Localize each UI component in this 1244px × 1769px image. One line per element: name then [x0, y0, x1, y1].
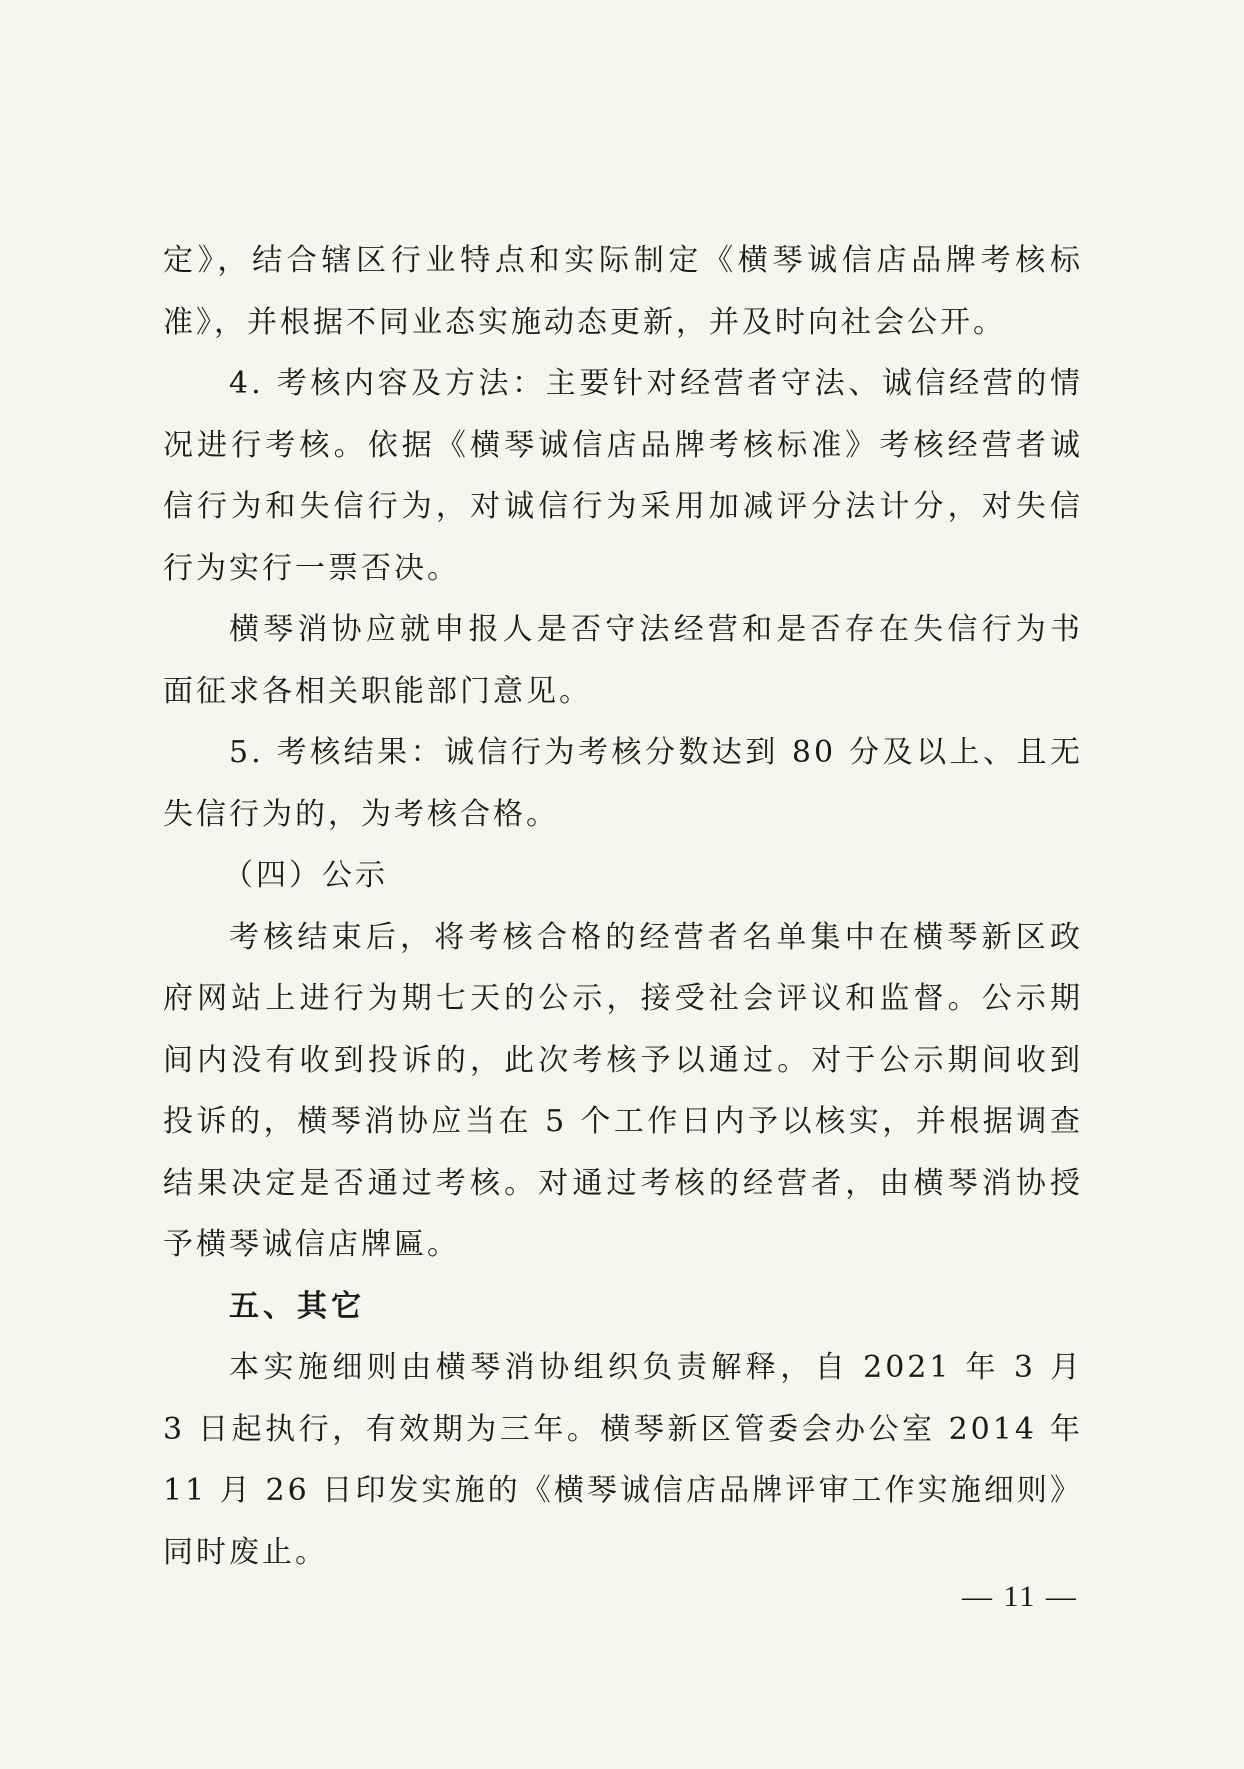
document-body	[163, 230, 1083, 1583]
paragraph-assessment-method: 4. 考核内容及方法：主要针对经营者守法、诚信经营的情况进行考核。依据《横琴诚信店品牌考核标准》考核经营者诚信行为和失信行为，对诚信行为采用加减评分法计分，对失信行为实行一票否决。	[163, 366, 1083, 586]
paragraph-consult-departments: 横琴消协应就申报人是否守法经营和是否存在失信行为书面征求各相关职能部门意见。	[163, 612, 1083, 709]
paragraph-continuation: 定》，结合辖区行业特点和实际制定《横琴诚信店品牌考核标准》，并根据不同业态实施动态更新，并及时向社会公开。	[163, 243, 1083, 340]
paragraph-assessment-result: 5. 考核结果：诚信行为考核分数达到 80 分及以上、且无失信行为的，为考核合格。	[163, 735, 1083, 832]
section-heading-others: 五、其它	[229, 1288, 365, 1324]
page-number: — 11 —	[962, 1580, 1078, 1613]
paragraph-publicity: 考核结束后，将考核合格的经营者名单集中在横琴新区政府网站上进行为期七天的公示，接受社会评议和监督。公示期间内没有收到投诉的，此次考核予以通过。对于公示期间收到投诉的，横琴消协应当在 5 个工作日内予以核实，并根据调查结果决定是否通过考核。对通过考核的经营者，由横琴消协授予横琴诚信店牌匾。	[163, 919, 1083, 1262]
section-heading-publicity: （四）公示	[223, 858, 388, 893]
paragraph-effective-date: 本实施细则由横琴消协组织负责解释，自 2021 年 3 月 3 日起执行，有效期为三年。横琴新区管委会办公室 2014 年 11 月 26 日印发实施的《横琴诚信店品牌评审工作实施细则》同时废止。	[163, 1350, 1083, 1570]
